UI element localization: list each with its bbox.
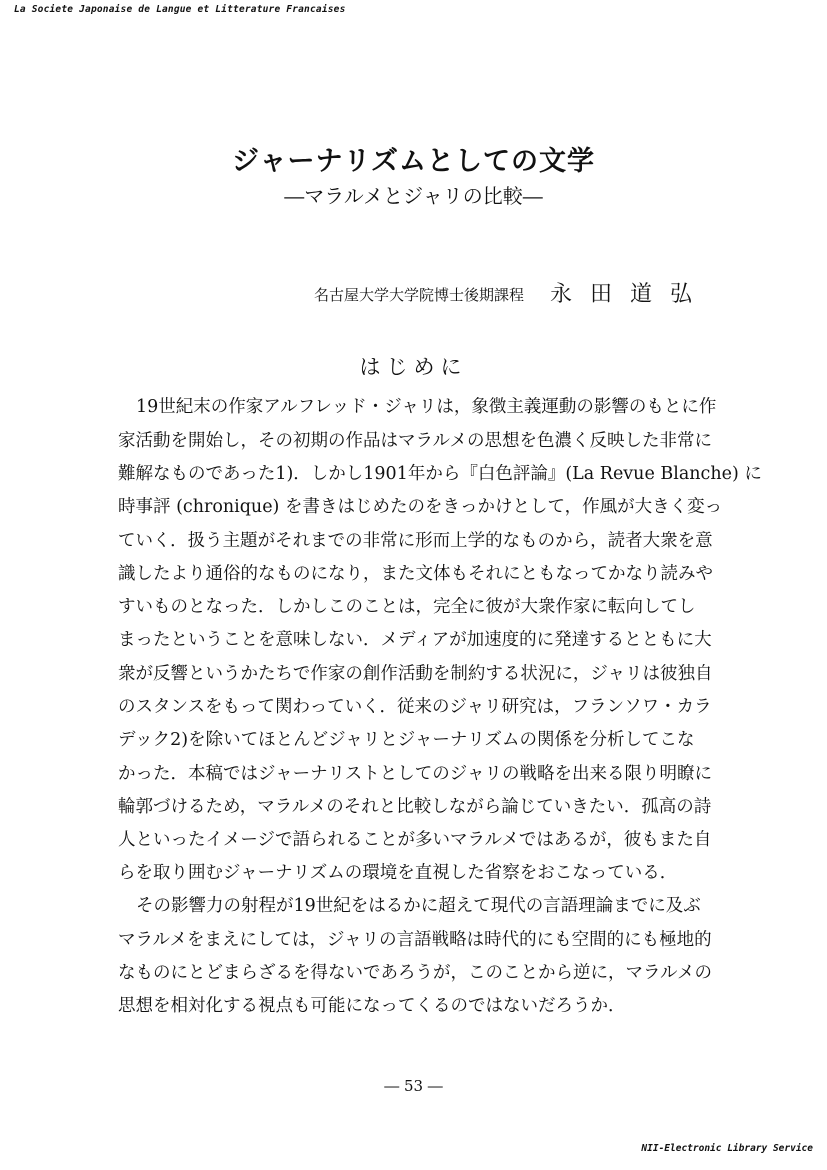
- body-line: 難解なものであった1)．しかし1901年から『白色評論』(La Revue Blanche) に: [118, 464, 762, 484]
- article-subtitle: ―マラルメとジャリの比較―: [284, 184, 543, 208]
- page-number: ― 53 ―: [384, 1077, 443, 1095]
- body-line: のスタンスをもって関わっていく．従来のジャリ研究は，フランソワ・カラ: [118, 697, 712, 717]
- library-service-footer: NII-Electronic Library Service: [641, 1143, 813, 1154]
- author-name: 永田道弘: [550, 282, 711, 307]
- journal-header: La Societe Japonaise de Langue et Litterature Francaises: [14, 4, 346, 15]
- body-line: 衆が反響というかたちで作家の創作活動を制約する状況に，ジャリは彼独自: [118, 664, 713, 684]
- body-line: 19世紀末の作家アルフレッド・ジャリは，象徴主義運動の影響のもとに作: [136, 397, 717, 417]
- body-line: 家活動を開始し，その初期の作品はマラルメの思想を色濃く反映した非常に: [118, 431, 712, 451]
- body-line: 輪郭づけるため，マラルメのそれと比較しながら論じていきたい．孤高の詩: [118, 797, 712, 817]
- body-line: 識したより通俗的なものになり，また文体もそれにともなってかなり読みや: [118, 564, 713, 584]
- body-line: 時事評 (chronique) を書きはじめたのをきっかけとして，作風が大きく変っ: [118, 497, 723, 517]
- body-line: 思想を相対化する視点も可能になってくるのではないだろうか．: [118, 996, 626, 1016]
- body-line: マラルメをまえにしては，ジャリの言語戦略は時代的にも空間的にも極地的: [118, 930, 712, 950]
- body-line: すいものとなった．しかしこのことは，完全に彼が大衆作家に転向してし: [118, 597, 696, 617]
- section-heading: はじめに: [359, 355, 468, 379]
- body-line: らを取り囲むジャーナリズムの環境を直視した省察をおこなっている．: [118, 863, 678, 883]
- body-line: かった．本稿ではジャーナリストとしてのジャリの戦略を出来る限り明瞭に: [118, 764, 712, 784]
- body-line: ていく．扱う主題がそれまでの非常に形而上学的なものから，読者大衆を意: [118, 531, 713, 551]
- body-line: その影響力の射程が19世紀をはるかに超えて現代の言語理論までに及ぶ: [136, 896, 701, 916]
- article-title: ジャーナリズムとしての文学: [232, 146, 595, 177]
- author-affiliation: 名古屋大学大学院博士後期課程: [314, 286, 525, 304]
- body-line: なものにとどまらざるを得ないであろうが，このことから逆に，マラルメの: [118, 963, 712, 983]
- body-line: 人といったイメージで語られることが多いマラルメではあるが，彼もまた自: [118, 830, 712, 850]
- body-line: まったということを意味しない．メディアが加速度的に発達するとともに大: [118, 630, 712, 650]
- body-line: デック2)を除いてほとんどジャリとジャーナリズムの関係を分析してこな: [118, 730, 695, 750]
